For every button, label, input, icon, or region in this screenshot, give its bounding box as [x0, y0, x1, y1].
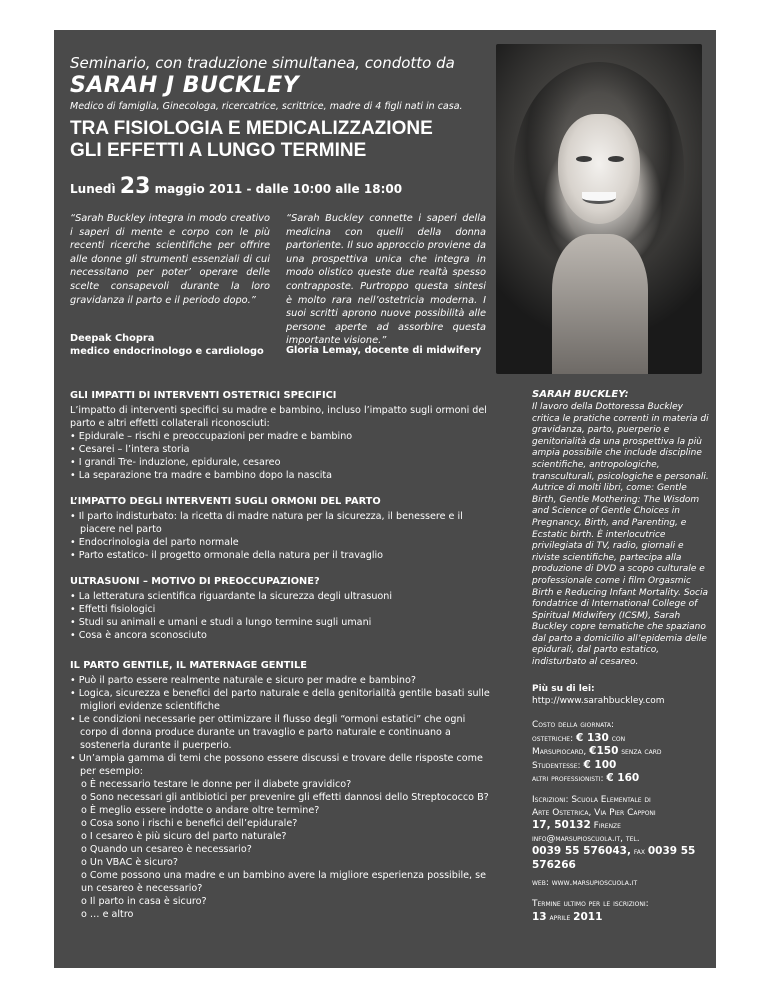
list-item: • Cosa è ancora sconosciuto: [70, 629, 490, 642]
cost-label: Marsupiocard,: [532, 747, 590, 758]
quote-lemay-author: [286, 344, 481, 357]
date-pre: Lunedì: [70, 182, 120, 196]
more-label: Più su di lei:: [532, 684, 595, 694]
registration-address: 17, 50132: [532, 819, 591, 832]
sidebar-bio: Il lavoro della Dottoressa Buckley critica le pratiche correnti in materia di gravidanza, parto, puerperio e genitorialità da una prospettiva la più ampia possibile che include discipline scientifiche, antropologiche, transculturali, psicologiche e personali. Autrice di molti libri, come: Gentle Birth, Gentle Mothering: The Wisdom and Science of Gentle Choices in Pregnancy, Birth, and Parenting, e Ecstatic birth. È interlocutrice privilegiata di TV, radio, giornali e riviste scientifiche, partecipa alla produzione di DVD a scopo culturale e professionale come i film Orgasmic Birth e Reducing Infant Mortality. Socia fondatrice di International College of Spiritual Midwifery (ICSM), Sarah Buckley copre tematiche che spaziano dal parto a domicilio all’epidemia delle epidurali, dal parto estatico, indisturbato al cesareo.: [532, 402, 709, 668]
date-post: maggio 2011 - dalle 10:00 alle 18:00: [150, 182, 403, 196]
author-role: medico endocrinologo e cardiologo: [70, 346, 264, 357]
speaker-subtitle: Medico di famiglia, Ginecologa, ricercatrice, scrittrice, madre di 4 figli nati in casa.: [70, 101, 463, 112]
registration-city: Firenze: [590, 821, 621, 832]
list-item: • Endocrinologia del parto normale: [70, 536, 490, 549]
cost-value: €150: [589, 745, 619, 758]
registration-line: Iscrizioni: Scuola Elementale di: [532, 795, 651, 805]
list-item: • Può il parto essere realmente naturale e sicuro per madre e bambino?: [70, 674, 490, 687]
cost-note: senza card: [618, 747, 662, 758]
registration-fax-cont: 576266: [532, 858, 576, 871]
list-item: • Studi su animali e umani e studi a lungo termine sugli umani: [70, 616, 490, 629]
registration-email[interactable]: info@marsupioscuola.it, tel.: [532, 833, 640, 844]
registration-fax: 0039 55: [647, 845, 696, 858]
seminar-title-line1: TRA FISIOLOGIA E MEDICALIZZAZIONE: [70, 118, 433, 139]
sidebar-title: SARAH BUCKLEY:: [532, 389, 629, 400]
sub-item: o Come possono una madre e un bambino avere la migliore esperienza possibile, se un cesareo è necessario?: [81, 870, 487, 894]
deadline-label: Termine ultimo per le iscrizioni:: [532, 899, 649, 909]
list-item: • Logica, sicurezza e benefici del parto naturale e della genitorialità gentile basati sulle migliori evidenze scientifiche: [70, 687, 490, 713]
portrait-eye-right: [608, 156, 624, 162]
portrait-eye-left: [576, 156, 592, 162]
cost-label: ostetriche:: [532, 733, 576, 744]
sub-item: o Quando un cesareo è necessario?: [81, 844, 252, 855]
list-item: • Parto estatico- il progetto ormonale della natura per il travaglio: [70, 549, 490, 562]
list-item: • I grandi Tre- induzione, epidurale, cesareo: [70, 456, 490, 469]
quote-chopra-author: [70, 332, 264, 358]
section-title: GLI IMPATTI DI INTERVENTI OSTETRICI SPECIFICI: [70, 390, 337, 401]
sidebar-more: [532, 684, 710, 707]
sidebar-deadline: [532, 898, 710, 924]
list-item: • La separazione tra madre e bambino dopo la nascita: [70, 469, 490, 482]
section-interventi: [70, 390, 490, 482]
list-item: • Il parto indisturbato: la ricetta di madre natura per la sicurezza, il benessere e il piacere nel parto: [70, 510, 490, 536]
deadline-day: 13: [532, 910, 547, 923]
deadline-year: 2011: [573, 910, 603, 923]
portrait-neck: [552, 234, 648, 374]
sub-item: o Sono necessari gli antibiotici per prevenire gli effetti dannosi dello Streptococco B?: [81, 792, 489, 803]
portrait-photo: [496, 44, 702, 374]
list-item: • Un’ampia gamma di temi che possono essere discussi e trovare delle risposte come per esempio:: [70, 752, 490, 778]
deadline-month: aprile: [546, 912, 574, 923]
quote-lemay: “Sarah Buckley connette i saperi della medicina con quelli della donna partoriente. Il suo approccio proviene da una prospettiva unica che integra in modo olistico queste due realtà spesso contrapposte. Purtroppo questa sintesi è molto rara nell’ostetricia moderna. I suoi scritti aprono nuove possibilità alle persone aperte ad assorbire questa importante visione.”: [286, 213, 486, 347]
sub-item: o Un VBAC è sicuro?: [81, 857, 179, 868]
cost-title: Costo della giornata:: [532, 720, 615, 730]
list-item: • Le condizioni necessarie per ottimizzare il flusso degli “ormoni estatici” che ogni corpo di donna produce durante un travaglio e parto naturale e continuano a sostenerla durante il puerperio.: [70, 713, 490, 752]
portrait-mouth: [582, 192, 616, 204]
registration-web[interactable]: web: www.marsupioscuola.it: [532, 877, 638, 888]
author-name: Gloria Lemay, docente di midwifery: [286, 345, 482, 356]
sub-item: o I cesareo è più sicuro del parto naturale?: [81, 831, 287, 842]
fax-label: fax: [630, 847, 648, 858]
cost-value: € 130: [575, 731, 609, 744]
sub-item: o È necessario testare le donne per il diabete gravidico?: [81, 779, 352, 790]
section-title: ULTRASUONI – MOTIVO DI PREOCCUPAZIONE?: [70, 576, 320, 587]
list-item: • La letteratura scientifica riguardante la sicurezza degli ultrasuoni: [70, 590, 490, 603]
sub-item: o Cosa sono i rischi e benefici dell’epidurale?: [81, 818, 298, 829]
cost-note: con: [608, 733, 626, 744]
cost-value: € 160: [606, 772, 640, 785]
cost-label: Studentesse:: [532, 760, 584, 771]
author-name: Deepak Chopra: [70, 333, 155, 344]
section-title: IL PARTO GENTILE, IL MATERNAGE GENTILE: [70, 660, 307, 671]
date-day: 23: [119, 174, 151, 199]
speaker-name: SARAH J BUCKLEY: [70, 73, 300, 98]
list-item: • Effetti fisiologici: [70, 603, 490, 616]
event-date: [70, 174, 402, 199]
section-ormoni: [70, 496, 490, 562]
cost-label: altri professionisti:: [532, 774, 607, 785]
list-item: • Cesarei – l’intera storia: [70, 443, 490, 456]
section-ultrasuoni: [70, 576, 490, 642]
sidebar-registration: [532, 794, 710, 889]
sub-item: o … e altro: [81, 909, 134, 920]
quote-chopra: “Sarah Buckley integra in modo creativo i saperi di mente e corpo con le più recenti ricerche scientifiche per offrire alle donne gli strumenti essenziali di cui necessitano per poter’ operare delle scelte consapevoli durante la loro gravidanza il parto e il periodo dopo.”: [70, 213, 270, 306]
section-parto-gentile: [70, 660, 490, 921]
section-title: L’IMPATTO DEGLI INTERVENTI SUGLI ORMONI DEL PARTO: [70, 496, 381, 507]
registration-line: Arte Ostetrica, Via Pier Capponi: [532, 807, 656, 818]
portrait-face: [558, 114, 640, 224]
registration-phone: 0039 55 576043,: [532, 845, 631, 858]
intro-line: Seminario, con traduzione simultanea, condotto da: [70, 54, 455, 72]
sub-item: o Il parto in casa è sicuro?: [81, 896, 207, 907]
list-item: • Epidurale – rischi e preoccupazioni per madre e bambino: [70, 430, 490, 443]
cost-value: € 100: [583, 758, 617, 771]
seminar-title-line2: GLI EFFETTI A LUNGO TERMINE: [70, 140, 367, 161]
sub-item: o È meglio essere indotte o andare oltre termine?: [81, 805, 320, 816]
flyer-sheet: [54, 30, 716, 968]
more-link[interactable]: http://www.sarahbuckley.com: [532, 695, 665, 706]
sidebar-costs: [532, 719, 710, 786]
section-intro: L’impatto di interventi specifici su madre e bambino, incluso l’impatto sugli ormoni del parto e altri effetti collaterali riconosciuti:: [70, 405, 487, 429]
